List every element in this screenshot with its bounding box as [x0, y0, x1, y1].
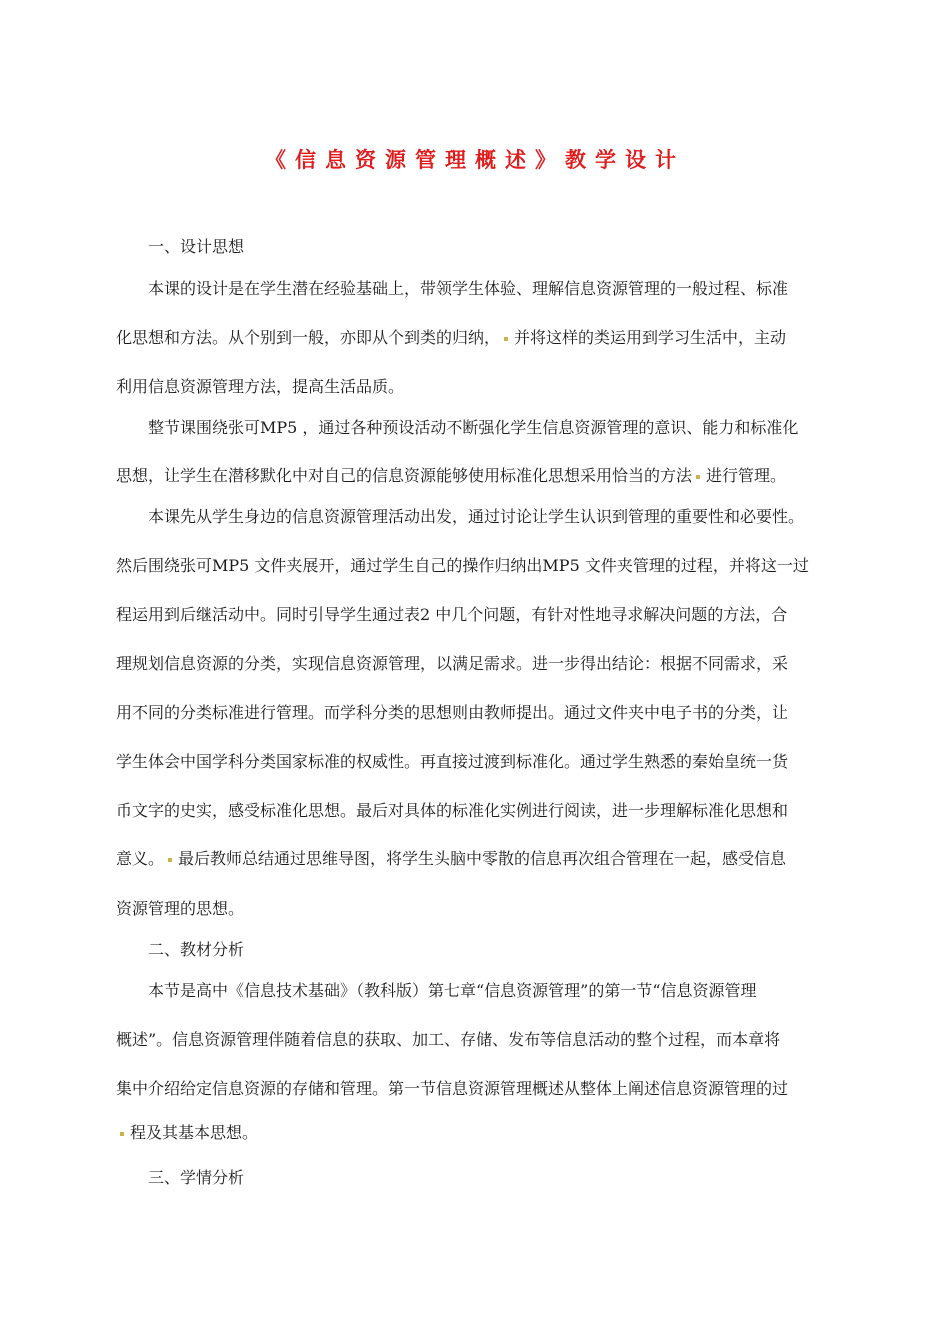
paragraph-text: 进行管理。 [706, 466, 787, 485]
paragraph-text: 化思想和方法。从个别到一般，亦即从个到类的归纳， [116, 328, 501, 347]
paragraph-line [116, 1123, 258, 1143]
paragraph-line: 本课先从学生身边的信息资源管理活动出发，通过讨论让学生认识到管理的重要性和必要性。 [148, 507, 805, 526]
paragraph-line: 利用信息资源管理方法，提高生活品质。 [116, 377, 405, 396]
paragraph-text: 程及其基本思想。 [130, 1123, 259, 1142]
section-heading-design-idea: 一、设计思想 [148, 237, 245, 256]
paragraph-line: 集中介绍给定信息资源的存储和管理。第一节信息资源管理概述从整体上阐述信息资源管理的过 [116, 1079, 789, 1098]
section-heading-learner-analysis: 三、学情分析 [148, 1168, 245, 1187]
paragraph-text: 并将这样的类运用到学习生活中，主动 [514, 328, 787, 347]
paragraph-line: 然后围绕张可MP5 文件夹展开，通过学生自己的操作归纳出MP5 文件夹管理的过程，并将这一过 [116, 556, 809, 575]
paragraph-line: 理规划信息资源的分类，实现信息资源管理，以满足需求。进一步得出结论：根据不同需求，采 [116, 654, 789, 673]
paragraph-line: 用不同的分类标准进行管理。而学科分类的思想则由教师提出。通过文件夹中电子书的分类，让 [116, 703, 789, 722]
paragraph-text: 意义。 [116, 849, 165, 868]
marker-dot-icon [120, 1132, 124, 1136]
paragraph-line: 整节课围绕张可MP5 ，通过各种预设活动不断强化学生信息资源管理的意识、能力和标准化 [148, 418, 799, 437]
marker-dot-icon [696, 475, 700, 479]
document-title: 《信息资源管理概述》教学设计 [265, 148, 685, 172]
paragraph-text: 最后教师总结通过思维导图，将学生头脑中零散的信息再次组合管理在一起，感受信息 [178, 849, 787, 868]
paragraph-line: 概述”。信息资源管理伴随着信息的获取、加工、存储、发布等信息活动的整个过程，而本章将 [116, 1030, 781, 1049]
paragraph-line: 资源管理的思想。 [116, 899, 245, 918]
paragraph-line [116, 849, 786, 869]
paragraph-text: 思想，让学生在潜移默化中对自己的信息资源能够使用标准化思想采用恰当的方法 [116, 466, 693, 485]
section-heading-textbook-analysis: 二、教材分析 [148, 940, 245, 959]
paragraph-line: 本节是高中《信息技术基础》（教科版）第七章“信息资源管理”的第一节“信息资源管理 [148, 981, 757, 1000]
paragraph-line [116, 466, 786, 486]
paragraph-line: 学生体会中国学科分类国家标准的权威性。再直接过渡到标准化。通过学生熟悉的秦始皇统一货 [116, 752, 789, 771]
paragraph-line [116, 328, 786, 348]
marker-dot-icon [168, 858, 172, 862]
paragraph-line: 程运用到后继活动中。同时引导学生通过表2 中几个问题，有针对性地寻求解决问题的方法，合 [116, 605, 788, 624]
paragraph-line: 币文字的史实，感受标准化思想。最后对具体的标准化实例进行阅读，进一步理解标准化思想和 [116, 801, 789, 820]
paragraph-line: 本课的设计是在学生潜在经验基础上，带领学生体验、理解信息资源管理的一般过程、标准 [148, 279, 789, 298]
marker-dot-icon [504, 337, 508, 341]
